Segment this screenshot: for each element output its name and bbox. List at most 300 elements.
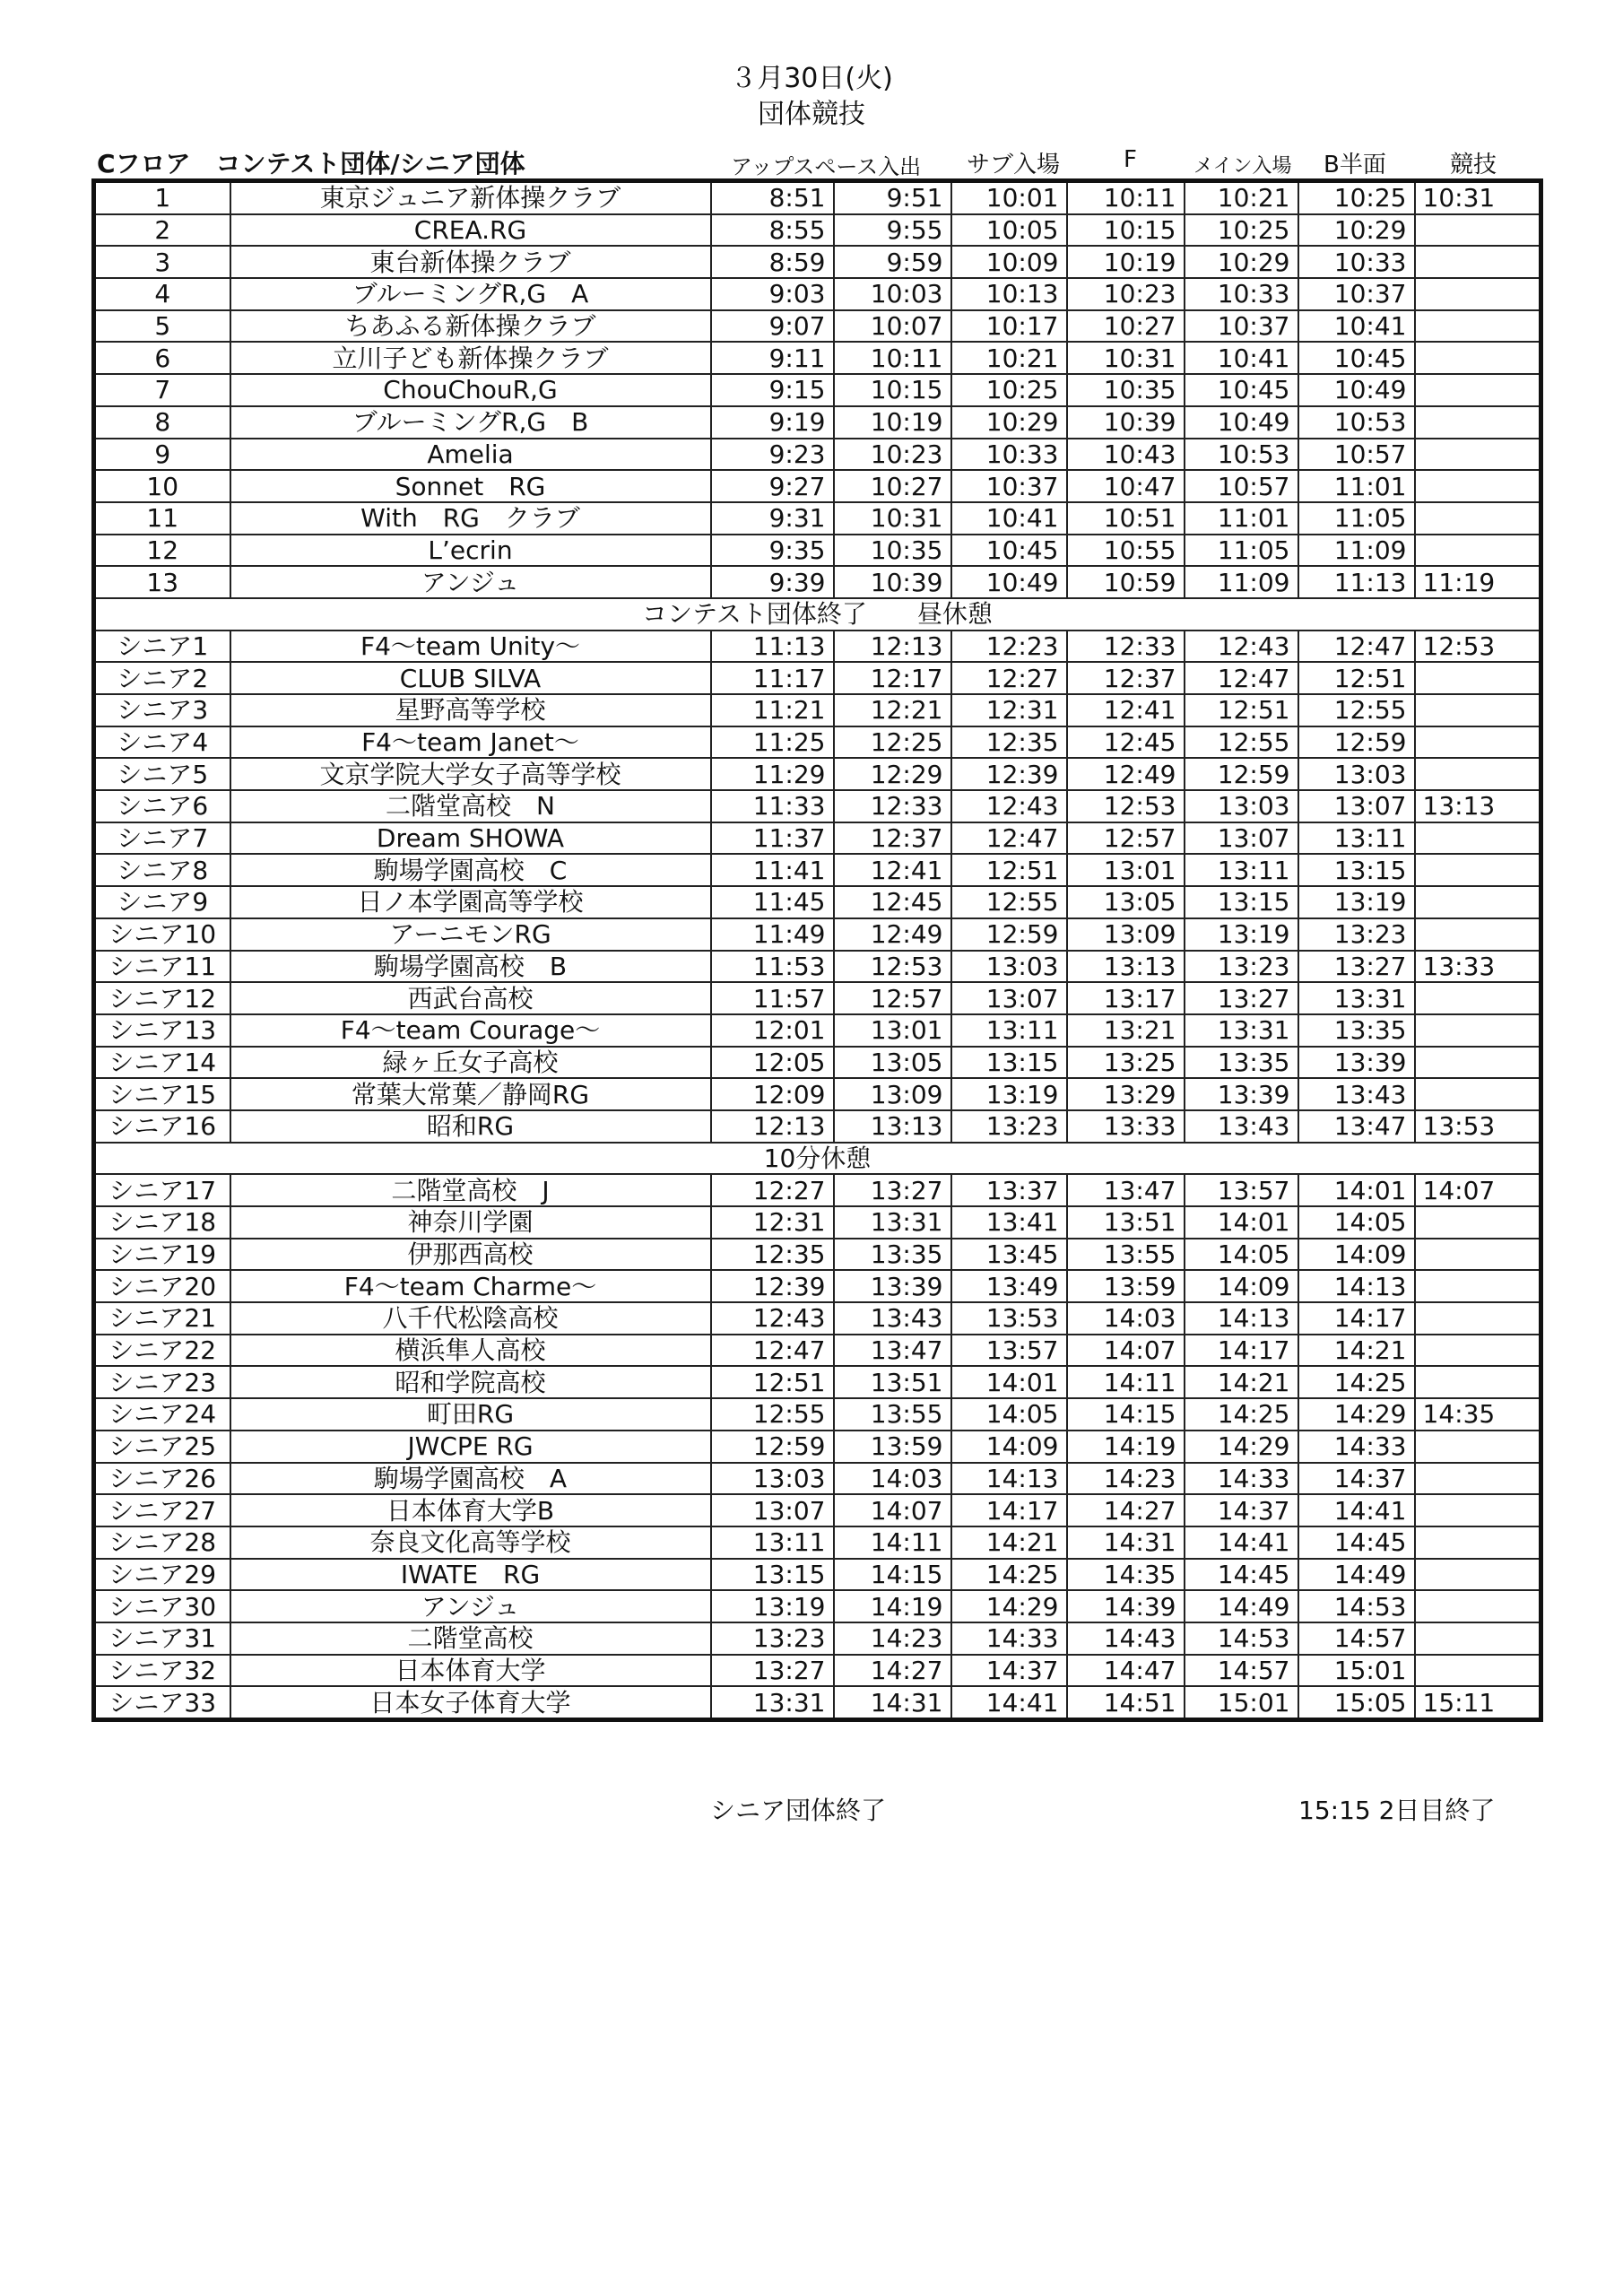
- main-entry-time: 10:27: [1067, 310, 1185, 343]
- table-row: [94, 886, 1541, 918]
- table-row: [94, 951, 1541, 983]
- main-entry-time: 10:43: [1067, 439, 1185, 471]
- b-half-time: 14:13: [1185, 1302, 1298, 1335]
- final-time: 10:25: [1298, 181, 1415, 214]
- main-entry-time: 13:25: [1067, 1047, 1185, 1079]
- team-name: 立川子ども新体操クラブ: [230, 342, 711, 374]
- team-name: 駒場学園高校 A: [230, 1463, 711, 1495]
- upspace-time: 12:39: [711, 1270, 834, 1302]
- table-row: [94, 1014, 1541, 1047]
- b-half-time: 14:37: [1185, 1494, 1298, 1526]
- b-half-time: 13:57: [1185, 1174, 1298, 1206]
- team-name: アンジュ: [230, 566, 711, 598]
- main-entry-time: 12:45: [1067, 726, 1185, 759]
- main-entry-time: 14:11: [1067, 1366, 1185, 1398]
- team-name: IWATE RG: [230, 1559, 711, 1591]
- table-row: [94, 406, 1541, 439]
- f-time: 12:35: [951, 726, 1067, 759]
- competition-time: [1415, 406, 1541, 439]
- f-time: 10:01: [951, 181, 1067, 214]
- b-half-time: 13:43: [1185, 1110, 1298, 1143]
- team-name: F4〜team Courage〜: [230, 1014, 711, 1047]
- f-time: 12:31: [951, 694, 1067, 726]
- f-time: 13:11: [951, 1014, 1067, 1047]
- team-name: CLUB SILVA: [230, 662, 711, 694]
- b-half-time: 13:15: [1185, 886, 1298, 918]
- entry-number: 6: [94, 342, 230, 374]
- main-entry-time: 14:03: [1067, 1302, 1185, 1335]
- f-time: 14:17: [951, 1494, 1067, 1526]
- sub-entry-time: 13:01: [834, 1014, 951, 1047]
- table-row: [94, 726, 1541, 759]
- competition-time: [1415, 1014, 1541, 1047]
- entry-number: 4: [94, 278, 230, 310]
- entry-number: 2: [94, 214, 230, 247]
- competition-time: 11:19: [1415, 566, 1541, 598]
- sub-entry-time: 12:17: [834, 662, 951, 694]
- f-time: 10:13: [951, 278, 1067, 310]
- table-row: [94, 439, 1541, 471]
- sub-entry-time: 13:51: [834, 1366, 951, 1398]
- team-name: 緑ヶ丘女子高校: [230, 1047, 711, 1079]
- b-half-time: 14:45: [1185, 1559, 1298, 1591]
- b-half-time: 13:19: [1185, 918, 1298, 951]
- competition-time: [1415, 1078, 1541, 1110]
- entry-number: シニア13: [94, 1014, 230, 1047]
- b-half-time: 13:35: [1185, 1047, 1298, 1079]
- b-half-time: 14:49: [1185, 1590, 1298, 1622]
- sub-entry-time: 9:59: [834, 246, 951, 278]
- upspace-time: 9:07: [711, 310, 834, 343]
- main-entry-time: 13:33: [1067, 1110, 1185, 1143]
- team-name: 文京学院大学女子高等学校: [230, 758, 711, 790]
- b-half-time: 10:33: [1185, 278, 1298, 310]
- table-row: [94, 1335, 1541, 1367]
- main-entry-time: 10:15: [1067, 214, 1185, 247]
- main-entry-time: 13:21: [1067, 1014, 1185, 1047]
- entry-number: シニア23: [94, 1366, 230, 1398]
- f-time: 12:39: [951, 758, 1067, 790]
- team-name: With RG クラブ: [230, 502, 711, 535]
- main-entry-time: 10:11: [1067, 181, 1185, 214]
- f-time: 13:53: [951, 1302, 1067, 1335]
- sub-entry-time: 13:55: [834, 1398, 951, 1431]
- upspace-time: 12:35: [711, 1239, 834, 1271]
- competition-time: [1415, 439, 1541, 471]
- sub-entry-time: 10:15: [834, 374, 951, 406]
- competition-time: [1415, 758, 1541, 790]
- upspace-time: 12:27: [711, 1174, 834, 1206]
- final-time: 11:09: [1298, 535, 1415, 567]
- entry-number: シニア1: [94, 631, 230, 663]
- b-half-time: 11:09: [1185, 566, 1298, 598]
- team-name: 日ノ本学園高等学校: [230, 886, 711, 918]
- competition-time: [1415, 1206, 1541, 1239]
- team-name: F4〜team Janet〜: [230, 726, 711, 759]
- final-time: 13:19: [1298, 886, 1415, 918]
- f-time: 13:15: [951, 1047, 1067, 1079]
- final-time: 10:45: [1298, 342, 1415, 374]
- final-time: 10:41: [1298, 310, 1415, 343]
- final-time: 14:17: [1298, 1302, 1415, 1335]
- page-title: 団体競技: [758, 99, 865, 130]
- upspace-time: 12:51: [711, 1366, 834, 1398]
- competition-time: 13:33: [1415, 951, 1541, 983]
- team-name: 常葉大常葉／静岡RG: [230, 1078, 711, 1110]
- sub-entry-time: 12:41: [834, 854, 951, 886]
- table-row: [94, 1398, 1541, 1431]
- upspace-time: 11:41: [711, 854, 834, 886]
- final-time: 14:29: [1298, 1398, 1415, 1431]
- f-time: 12:23: [951, 631, 1067, 663]
- upspace-time: 9:15: [711, 374, 834, 406]
- entry-number: シニア11: [94, 951, 230, 983]
- table-row: [94, 918, 1541, 951]
- main-entry-time: 14:39: [1067, 1590, 1185, 1622]
- upspace-time: 8:59: [711, 246, 834, 278]
- main-entry-time: 10:55: [1067, 535, 1185, 567]
- sub-entry-time: 13:47: [834, 1335, 951, 1367]
- sub-entry-time: 10:07: [834, 310, 951, 343]
- competition-time: [1415, 1335, 1541, 1367]
- f-time: 10:41: [951, 502, 1067, 535]
- main-entry-time: 14:47: [1067, 1655, 1185, 1687]
- table-row: [94, 982, 1541, 1014]
- competition-time: [1415, 310, 1541, 343]
- upspace-time: 12:13: [711, 1110, 834, 1143]
- entry-number: 9: [94, 439, 230, 471]
- entry-number: シニア29: [94, 1559, 230, 1591]
- competition-time: [1415, 1655, 1541, 1687]
- b-half-time: 14:21: [1185, 1366, 1298, 1398]
- f-time: 13:23: [951, 1110, 1067, 1143]
- final-time: 13:31: [1298, 982, 1415, 1014]
- table-row: [94, 1270, 1541, 1302]
- b-half-time: 10:41: [1185, 342, 1298, 374]
- main-entry-time: 10:31: [1067, 342, 1185, 374]
- table-row: [94, 758, 1541, 790]
- f-time: 10:45: [951, 535, 1067, 567]
- sub-entry-time: 14:31: [834, 1686, 951, 1719]
- f-time: 12:47: [951, 822, 1067, 855]
- sub-entry-time: 14:23: [834, 1622, 951, 1655]
- main-entry-time: 13:13: [1067, 951, 1185, 983]
- main-entry-time: 13:09: [1067, 918, 1185, 951]
- upspace-time: 11:49: [711, 918, 834, 951]
- final-time: 11:05: [1298, 502, 1415, 535]
- page-date: ３月30日(火): [730, 63, 893, 94]
- table-row: [94, 662, 1541, 694]
- table-row: [94, 502, 1541, 535]
- final-time: 13:07: [1298, 790, 1415, 822]
- f-time: 14:25: [951, 1559, 1067, 1591]
- table-row: [94, 1366, 1541, 1398]
- col-header-upspace: アップスペース入出: [731, 154, 922, 179]
- break-label: コンテスト団体終了 昼休憩: [94, 598, 1541, 631]
- final-time: 13:43: [1298, 1078, 1415, 1110]
- sub-entry-time: 10:27: [834, 470, 951, 502]
- team-name: 東台新体操クラブ: [230, 246, 711, 278]
- break-row: [94, 598, 1541, 631]
- table-row: [94, 278, 1541, 310]
- team-name: 日本女子体育大学: [230, 1686, 711, 1719]
- sub-entry-time: 13:27: [834, 1174, 951, 1206]
- f-time: 14:09: [951, 1431, 1067, 1463]
- b-half-time: 14:41: [1185, 1526, 1298, 1559]
- upspace-time: 11:37: [711, 822, 834, 855]
- main-entry-time: 13:55: [1067, 1239, 1185, 1271]
- competition-time: [1415, 1366, 1541, 1398]
- final-time: 14:25: [1298, 1366, 1415, 1398]
- team-name: ブルーミングR,G A: [230, 278, 711, 310]
- final-time: 10:49: [1298, 374, 1415, 406]
- b-half-time: 14:05: [1185, 1239, 1298, 1271]
- main-entry-time: 13:29: [1067, 1078, 1185, 1110]
- final-time: 14:41: [1298, 1494, 1415, 1526]
- b-half-time: 12:47: [1185, 662, 1298, 694]
- table-row: [94, 566, 1541, 598]
- f-time: 10:17: [951, 310, 1067, 343]
- sub-entry-time: 12:45: [834, 886, 951, 918]
- upspace-time: 9:27: [711, 470, 834, 502]
- sub-entry-time: 13:31: [834, 1206, 951, 1239]
- upspace-time: 11:45: [711, 886, 834, 918]
- b-half-time: 14:53: [1185, 1622, 1298, 1655]
- competition-time: [1415, 278, 1541, 310]
- table-row: [94, 1239, 1541, 1271]
- team-name: CREA.RG: [230, 214, 711, 247]
- sub-entry-time: 10:11: [834, 342, 951, 374]
- competition-time: [1415, 214, 1541, 247]
- col-header-b-half: B半面: [1324, 152, 1386, 178]
- team-name: 日本体育大学: [230, 1655, 711, 1687]
- final-time: 14:21: [1298, 1335, 1415, 1367]
- f-time: 10:33: [951, 439, 1067, 471]
- main-entry-time: 10:51: [1067, 502, 1185, 535]
- sub-entry-time: 14:15: [834, 1559, 951, 1591]
- entry-number: シニア21: [94, 1302, 230, 1335]
- b-half-time: 13:07: [1185, 822, 1298, 855]
- competition-time: 15:11: [1415, 1686, 1541, 1719]
- table-row: [94, 214, 1541, 247]
- upspace-time: 13:03: [711, 1463, 834, 1495]
- sub-entry-time: 12:53: [834, 951, 951, 983]
- competition-time: [1415, 854, 1541, 886]
- upspace-time: 11:17: [711, 662, 834, 694]
- table-row: [94, 1686, 1541, 1719]
- f-time: 14:01: [951, 1366, 1067, 1398]
- upspace-time: 13:31: [711, 1686, 834, 1719]
- b-half-time: 10:45: [1185, 374, 1298, 406]
- upspace-time: 13:11: [711, 1526, 834, 1559]
- final-time: 10:53: [1298, 406, 1415, 439]
- b-half-time: 14:01: [1185, 1206, 1298, 1239]
- table-row: [94, 535, 1541, 567]
- b-half-time: 13:03: [1185, 790, 1298, 822]
- main-entry-time: 10:35: [1067, 374, 1185, 406]
- f-time: 14:33: [951, 1622, 1067, 1655]
- competition-time: 14:07: [1415, 1174, 1541, 1206]
- b-half-time: 13:23: [1185, 951, 1298, 983]
- competition-time: [1415, 918, 1541, 951]
- f-time: 12:55: [951, 886, 1067, 918]
- schedule-table: [91, 178, 1543, 1722]
- b-half-time: 10:57: [1185, 470, 1298, 502]
- final-time: 12:47: [1298, 631, 1415, 663]
- entry-number: シニア16: [94, 1110, 230, 1143]
- final-time: 14:45: [1298, 1526, 1415, 1559]
- competition-time: [1415, 1590, 1541, 1622]
- f-time: 10:05: [951, 214, 1067, 247]
- table-row: [94, 822, 1541, 855]
- main-entry-time: 14:27: [1067, 1494, 1185, 1526]
- competition-time: [1415, 1622, 1541, 1655]
- upspace-time: 11:21: [711, 694, 834, 726]
- sub-entry-time: 10:31: [834, 502, 951, 535]
- competition-time: [1415, 1302, 1541, 1335]
- b-half-time: 10:37: [1185, 310, 1298, 343]
- entry-number: シニア2: [94, 662, 230, 694]
- team-name: Dream SHOWA: [230, 822, 711, 855]
- sub-entry-time: 14:19: [834, 1590, 951, 1622]
- competition-time: 12:53: [1415, 631, 1541, 663]
- sub-entry-time: 14:11: [834, 1526, 951, 1559]
- competition-time: [1415, 1431, 1541, 1463]
- b-half-time: 10:53: [1185, 439, 1298, 471]
- competition-time: [1415, 726, 1541, 759]
- competition-time: [1415, 662, 1541, 694]
- sub-entry-time: 12:33: [834, 790, 951, 822]
- b-half-time: 10:21: [1185, 181, 1298, 214]
- table-row: [94, 1047, 1541, 1079]
- table-row: [94, 790, 1541, 822]
- b-half-time: 11:01: [1185, 502, 1298, 535]
- final-time: 14:33: [1298, 1431, 1415, 1463]
- b-half-time: 12:43: [1185, 631, 1298, 663]
- team-name: 西武台高校: [230, 982, 711, 1014]
- upspace-time: 8:55: [711, 214, 834, 247]
- entry-number: シニア33: [94, 1686, 230, 1719]
- team-name: 二階堂高校: [230, 1622, 711, 1655]
- competition-time: [1415, 694, 1541, 726]
- b-half-time: 13:27: [1185, 982, 1298, 1014]
- team-name: Sonnet RG: [230, 470, 711, 502]
- table-row: [94, 1174, 1541, 1206]
- upspace-time: 11:13: [711, 631, 834, 663]
- f-time: 14:41: [951, 1686, 1067, 1719]
- main-entry-time: 12:53: [1067, 790, 1185, 822]
- sub-entry-time: 12:25: [834, 726, 951, 759]
- main-entry-time: 14:43: [1067, 1622, 1185, 1655]
- entry-number: シニア26: [94, 1463, 230, 1495]
- f-time: 14:21: [951, 1526, 1067, 1559]
- main-entry-time: 10:19: [1067, 246, 1185, 278]
- f-time: 14:13: [951, 1463, 1067, 1495]
- main-entry-time: 12:49: [1067, 758, 1185, 790]
- main-entry-time: 13:47: [1067, 1174, 1185, 1206]
- sub-entry-time: 13:09: [834, 1078, 951, 1110]
- f-time: 13:07: [951, 982, 1067, 1014]
- main-entry-time: 12:37: [1067, 662, 1185, 694]
- main-entry-time: 10:47: [1067, 470, 1185, 502]
- upspace-time: 12:01: [711, 1014, 834, 1047]
- f-time: 13:37: [951, 1174, 1067, 1206]
- entry-number: 7: [94, 374, 230, 406]
- main-entry-time: 14:35: [1067, 1559, 1185, 1591]
- final-time: 10:29: [1298, 214, 1415, 247]
- table-row: [94, 246, 1541, 278]
- entry-number: 13: [94, 566, 230, 598]
- final-time: 13:15: [1298, 854, 1415, 886]
- final-time: 10:37: [1298, 278, 1415, 310]
- f-time: 13:57: [951, 1335, 1067, 1367]
- b-half-time: 14:25: [1185, 1398, 1298, 1431]
- f-time: 12:43: [951, 790, 1067, 822]
- table-row: [94, 1494, 1541, 1526]
- entry-number: 11: [94, 502, 230, 535]
- upspace-time: 12:55: [711, 1398, 834, 1431]
- b-half-time: 14:33: [1185, 1463, 1298, 1495]
- final-time: 12:55: [1298, 694, 1415, 726]
- main-entry-time: 13:51: [1067, 1206, 1185, 1239]
- team-name: 日本体育大学B: [230, 1494, 711, 1526]
- sub-entry-time: 13:13: [834, 1110, 951, 1143]
- entry-number: シニア8: [94, 854, 230, 886]
- sub-entry-time: 9:51: [834, 181, 951, 214]
- f-time: 10:09: [951, 246, 1067, 278]
- upspace-time: 12:43: [711, 1302, 834, 1335]
- final-time: 11:01: [1298, 470, 1415, 502]
- entry-number: 10: [94, 470, 230, 502]
- table-row: [94, 1078, 1541, 1110]
- competition-time: [1415, 374, 1541, 406]
- entry-number: シニア17: [94, 1174, 230, 1206]
- upspace-time: 13:23: [711, 1622, 834, 1655]
- sub-entry-time: 12:13: [834, 631, 951, 663]
- team-name: L’ecrin: [230, 535, 711, 567]
- competition-time: [1415, 982, 1541, 1014]
- entry-number: 1: [94, 181, 230, 214]
- final-time: 13:27: [1298, 951, 1415, 983]
- team-name: 神奈川学園: [230, 1206, 711, 1239]
- final-time: 12:51: [1298, 662, 1415, 694]
- final-time: 14:09: [1298, 1239, 1415, 1271]
- sub-entry-time: 12:37: [834, 822, 951, 855]
- day-end-label: 15:15 2日目終了: [1298, 1796, 1496, 1825]
- col-header-competition: 競技: [1450, 152, 1497, 178]
- sub-entry-time: 12:29: [834, 758, 951, 790]
- entry-number: シニア30: [94, 1590, 230, 1622]
- main-entry-time: 10:59: [1067, 566, 1185, 598]
- competition-time: [1415, 246, 1541, 278]
- team-name: 昭和学院高校: [230, 1366, 711, 1398]
- team-name: F4〜team Unity〜: [230, 631, 711, 663]
- sub-entry-time: 14:03: [834, 1463, 951, 1495]
- main-entry-time: 13:01: [1067, 854, 1185, 886]
- f-time: 14:37: [951, 1655, 1067, 1687]
- main-entry-time: 10:23: [1067, 278, 1185, 310]
- f-time: 14:05: [951, 1398, 1067, 1431]
- col-header-main: メイン入場: [1193, 155, 1292, 178]
- main-entry-time: 14:19: [1067, 1431, 1185, 1463]
- team-name: 八千代松陰高校: [230, 1302, 711, 1335]
- main-entry-time: 14:15: [1067, 1398, 1185, 1431]
- upspace-time: 11:33: [711, 790, 834, 822]
- team-name: 昭和RG: [230, 1110, 711, 1143]
- final-time: 11:13: [1298, 566, 1415, 598]
- team-name: 二階堂高校 J: [230, 1174, 711, 1206]
- f-time: 13:45: [951, 1239, 1067, 1271]
